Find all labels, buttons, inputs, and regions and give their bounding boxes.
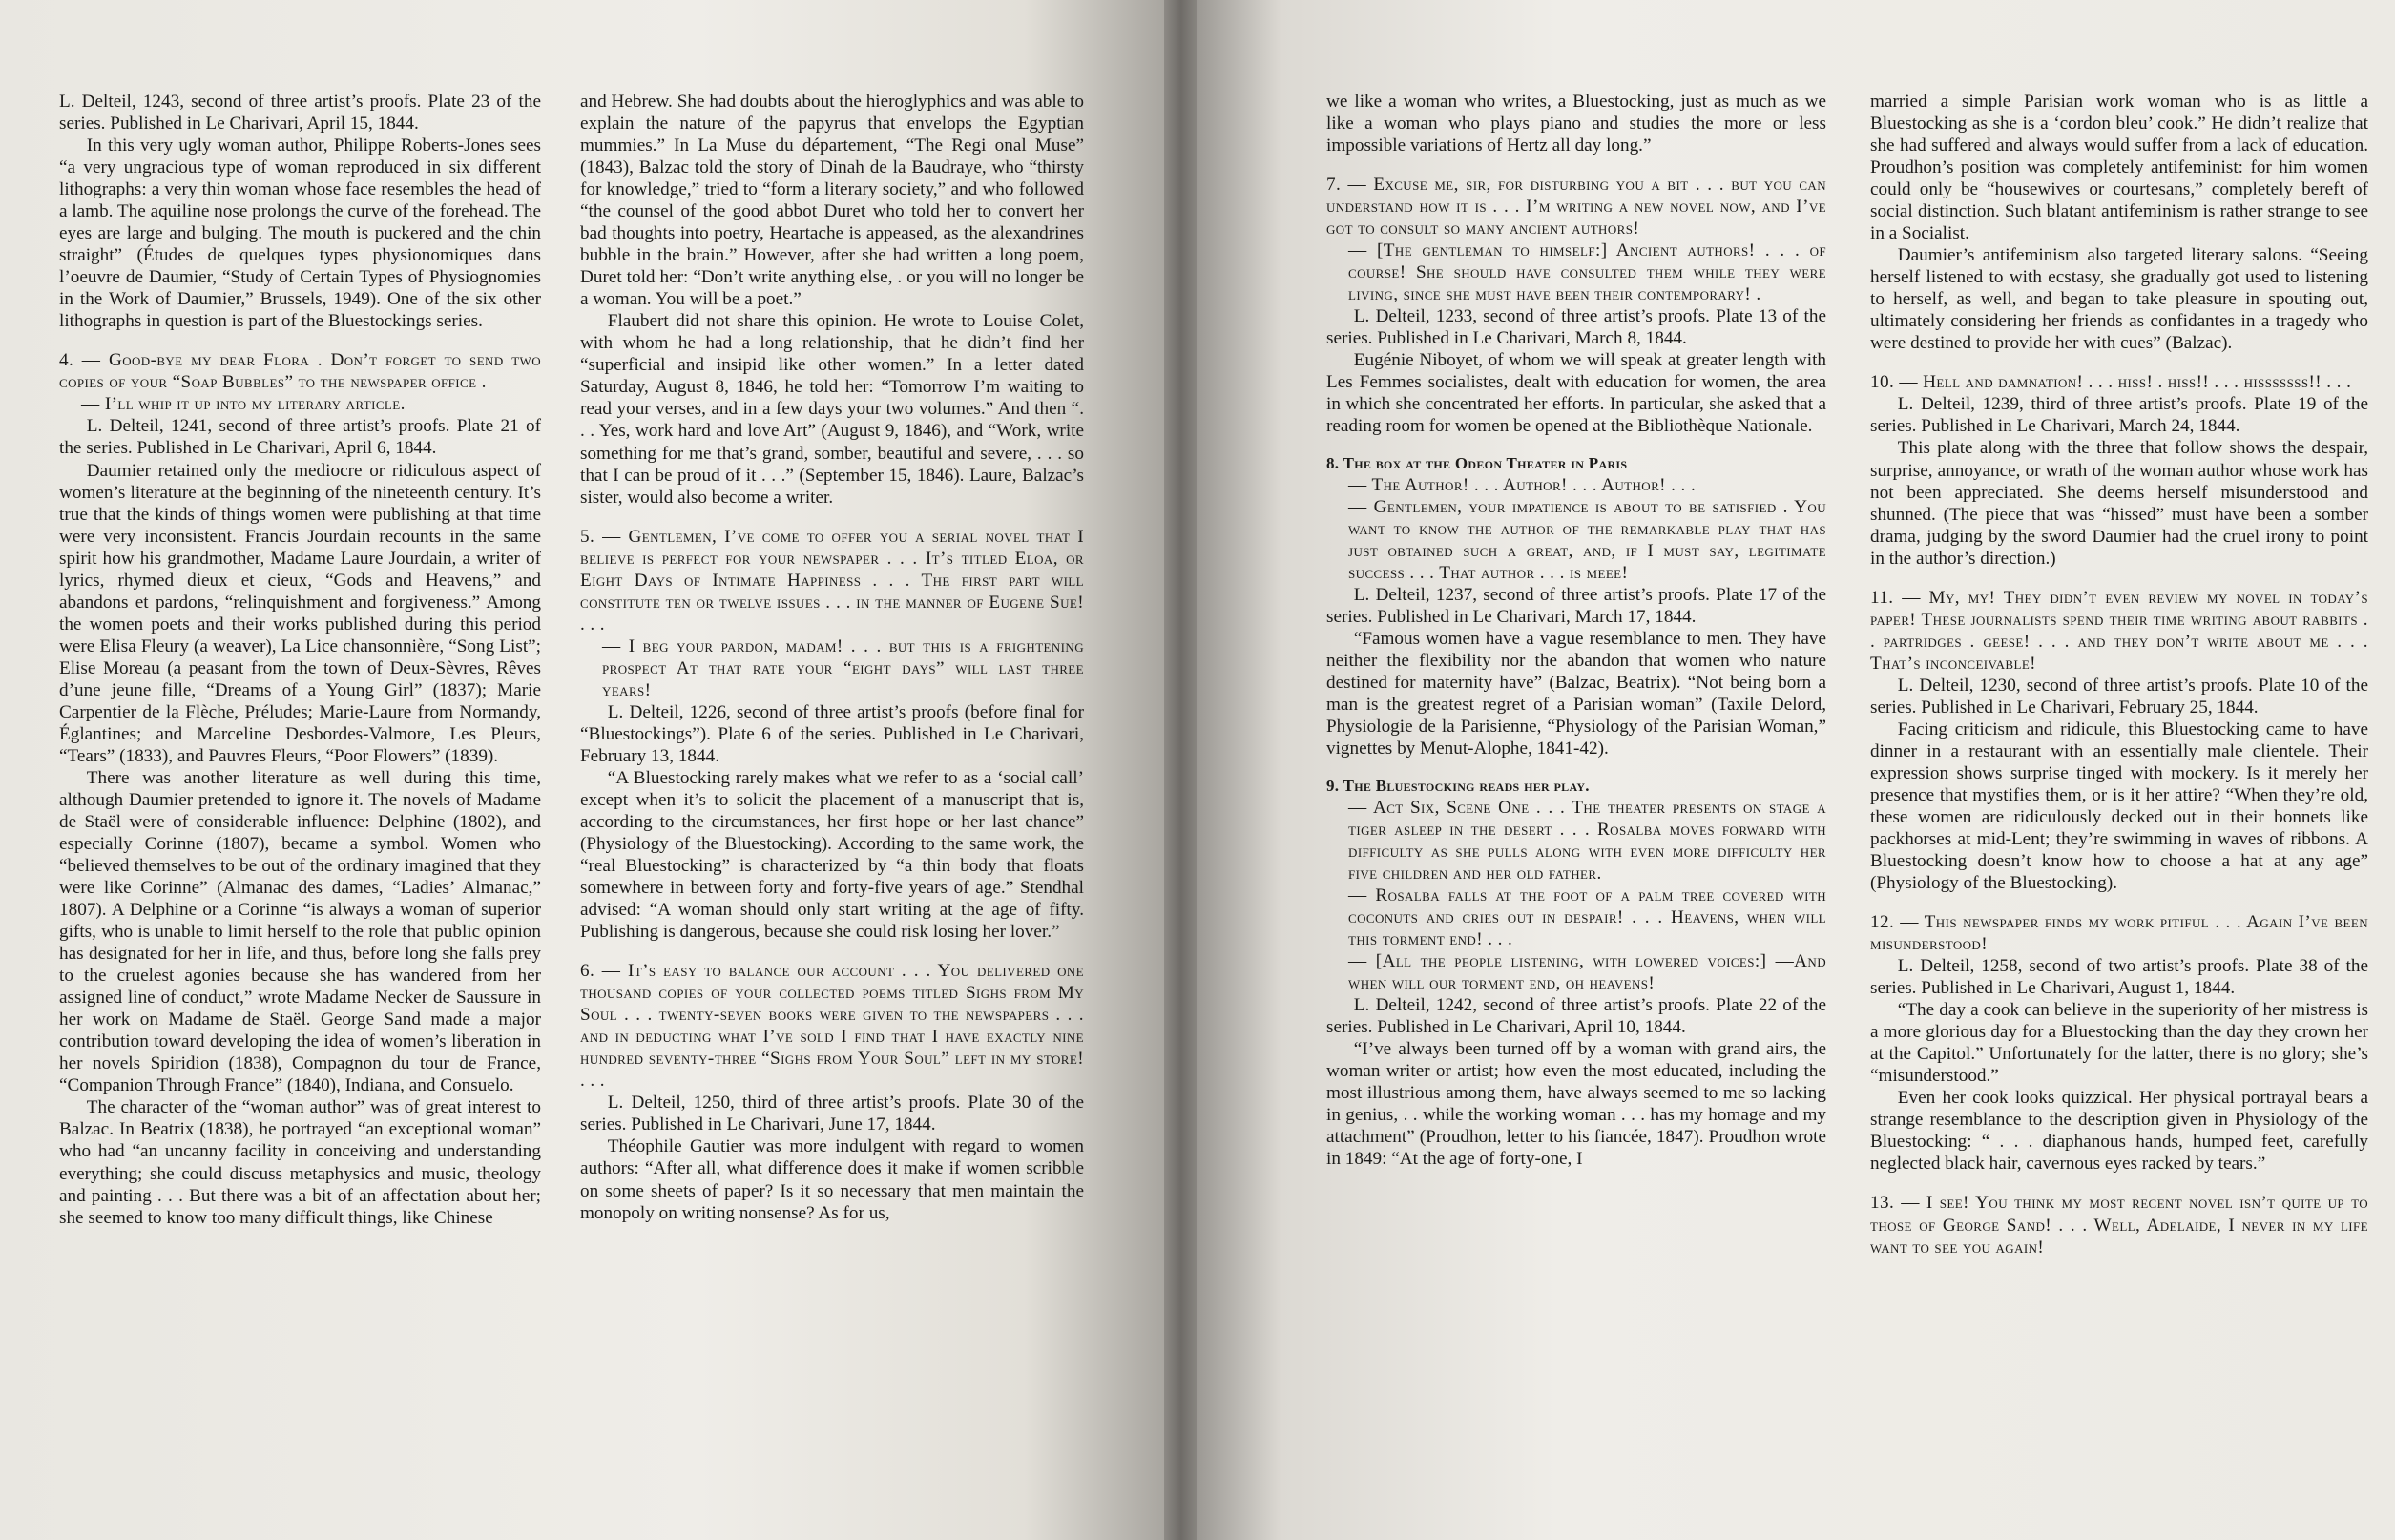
paragraph: 11. — My, my! They didn’t even review my novel in today’s paper! These journalists spend their time writing about rabbits . . partridges . geese! . . . and they don’t write about me . . . That’s inconceivable! xyxy=(1870,587,2368,674)
paragraph: Eugénie Niboyet, of whom we will speak at greater length with Les Femmes socialistes, dealt with education for women, the area in which she concentrated her efforts. In particular, she asked that a reading room for women be opened at the Bibliothèque Nationale. xyxy=(1326,350,1826,437)
paragraph: “The day a cook can believe in the superiority of her mistress is a more glorious day for a Bluestocking than the day they crown her at the Capitol.” Unfortunately for the latter, there is no glory; she’s “misunderstood.” xyxy=(1870,1000,2368,1087)
paragraph: L. Delteil, 1233, second of three artist’s proofs. Plate 13 of the series. Published in Le Charivari, March 8, 1844. xyxy=(1326,306,1826,349)
column-3 xyxy=(1326,91,1826,1170)
paragraph: — I’ll whip it up into my literary article. xyxy=(81,394,406,415)
column-1 xyxy=(59,91,541,1229)
paragraph: “A Bluestocking rarely makes what we refer to as a ‘social call’ except when it’s to solicit the placement of a manuscript that is, according to the circumstances, her first hope or her last chance” (Physiology of the Bluestocking). According to the same work, the “real Bluestocking” is characterized by “a thin body that floats somewhere in between forty and forty-five years of age.” Stendhal advised: “A woman should only start writing at the age of fifty. Publishing is dangerous, because she could risk losing her lover.” xyxy=(580,767,1084,943)
column-2 xyxy=(580,91,1084,1224)
book-gutter xyxy=(1164,0,1198,1540)
paragraph: — [The gentleman to himself:] Ancient authors! . . . of course! She should have consulted them while they were living, since she must have been their contemporary! . xyxy=(1348,240,1826,305)
paragraph: L. Delteil, 1250, third of three artist’s proofs. Plate 30 of the series. Published in Le Charivari, June 17, 1844. xyxy=(580,1093,1084,1135)
paragraph: Théophile Gautier was more indulgent with regard to women authors: “After all, what difference does it make if women scribble on some sheets of paper? Is it so necessary that men maintain the monopoly on writing nonsense? As for us, xyxy=(580,1136,1084,1223)
paragraph: 7. — Excuse me, sir, for disturbing you a bit . . . but you can understand how it is . . . I’m writing a new novel now, and I’ve got to consult so many ancient authors! xyxy=(1326,175,1826,239)
paragraph: There was another literature as well during this time, although Daumier pretended to ignore it. The novels of Madame de Staël were of considerable influence: Delphine (1802), and especially Corinne (1807), became a symbol. Women who “believed themselves to be out of the ordinary imagined that they were like Corinne” (Almanac des dames, “Ladies’ Almanac,” 1807). A Delphine or a Corinne “is always a woman of superior gifts, who is unable to limit herself to the role that public opinion has designated for her in life, and thus, before long she falls prey to the cruelest agonies because she has wandered from her assigned line of conduct,” wrote Madame Necker de Saussure in her work on Madame de Staël. George Sand made a major contribution toward developing the idea of women’s liberation in her novels Spiridion (1838), Compagnon du tour de France, “Companion Through France” (1840), Indiana, and Consuelo. xyxy=(59,767,541,1096)
paragraph: L. Delteil, 1241, second of three artist’s proofs. Plate 21 of the series. Published in Le Charivari, April 6, 1844. xyxy=(59,416,541,459)
left-page xyxy=(0,0,1164,1540)
paragraph: Daumier’s antifeminism also targeted literary salons. “Seeing herself listened to with ecstasy, she gradually got used to listening to herself, as well, and began to take pleasure in spouting out, ultimately considering her friends as confidantes in a tragedy who were destined to provide her with cues” (Balzac). xyxy=(1870,245,2368,354)
paragraph: The character of the “woman author” was of great interest to Balzac. In Beatrix (1838), he portrayed “an exceptional woman” who had “an uncanny facility in conceiving and understanding everything; she could discuss metaphysics and music, theology and painting . . . But there was a bit of an affectation about her; she seemed to know too many difficult things, like Chinese xyxy=(59,1097,541,1228)
paragraph: — Rosalba falls at the foot of a palm tree covered with coconuts and cries out in despair! . . . Heavens, when will this torment end! . . . xyxy=(1348,884,1826,949)
paragraph: “Famous women have a vague resemblance to men. They have neither the flexibility nor the abandon that women who nature destined for maternity have” (Balzac, Beatrix). “Not being born a man is the greatest regret of a Parisian woman” (Taxile Delord, Physiologie de la Parisienne, “Physiology of the Parisian Woman,” vignettes by Menut-Alophe, 1841-42). xyxy=(1326,629,1826,760)
paragraph: — I beg your pardon, madam! . . . but this is a frightening prospect At that rate your “eight days” will last three years! xyxy=(602,635,1084,700)
paragraph: 9. The Bluestocking reads her play. xyxy=(1326,777,1590,796)
paragraph: Facing criticism and ridicule, this Bluestocking came to have dinner in a restaurant with an essentially male clientele. Their expression shows surprise tinged with mockery. Is it merely her presence that mystifies them, or is it her attire? “When they’re old, these women are ridiculously decked out in their bonnets like packhorses at mid-Lent; they’re swimming in waves of ribbons. A Bluestocking doesn’t know how to choose a hat at any age” (Physiology of the Bluestocking). xyxy=(1870,718,2368,894)
paragraph: and Hebrew. She had doubts about the hieroglyphics and was able to explain the nature of the papyrus that envelops the Egyptian mummies.” In La Muse du département, “The Regi onal Muse” (1843), Balzac told the story of Dinah de la Baudraye, who “thirsty for knowledge,” tried to “form a literary society,” and who followed “the counsel of the good abbot Duret who told her to convert her bad thoughts into poetry, Heartache is appeased, as the alexandrines bubble in the brain.” However, after she had written a long poem, Duret told her: “Don’t write anything else, . or you will no longer be a woman. You will be a poet.” xyxy=(580,92,1084,310)
paragraph: L. Delteil, 1226, second of three artist’s proofs (before final for “Bluestockings”). Plate 6 of the series. Published in Le Charivari, February 13, 1844. xyxy=(580,701,1084,766)
paragraph: 8. The box at the Odeon Theater in Paris xyxy=(1326,454,1628,473)
paragraph: 6. — It’s easy to balance our account . . . You delivered one thousand copies of your collected poems titled Sighs from My Soul . . . twenty-seven books were given to the newspapers . . . and in deducting what I’ve sold I find that I have exactly nine hundred seventy-three “Sighs from Your Soul” left in my store! . . . xyxy=(580,961,1084,1092)
paragraph: 4. — Good-bye my dear Flora . Don’t forget to send two copies of your “Soap Bubbles” to the newspaper office . xyxy=(59,350,541,393)
paragraph: 12. — This newspaper finds my work pitiful . . . Again I’ve been misunderstood! xyxy=(1870,912,2368,955)
paragraph: Flaubert did not share this opinion. He wrote to Louise Colet, with whom he had a long relationship, that he didn’t find her “superficial and insipid like other women.” In a letter dated Saturday, August 8, 1846, he told her: “Tomorrow I’m waiting to read your verses, and in a few days your two volumes.” And then “. . . Yes, work hard and love Art” (August 9, 1846), and “Work, write something for me that’s grand, somber, beautiful and severe, . . . so that I can be proud of it . . .” (September 15, 1846). Laure, Balzac’s sister, would also become a writer. xyxy=(580,311,1084,508)
paragraph: — The Author! . . . Author! . . . Author! . . . xyxy=(1348,474,1697,495)
paragraph: This plate along with the three that follow shows the despair, surprise, annoyance, or wrath of the woman author whose work has not been appreciated. She deems herself misunderstood and shunned. (The piece that was “hissed” must have been a somber drama, judging by the sword Daumier had the cruel irony to point in the author’s direction.) xyxy=(1870,438,2368,569)
paragraph: — [All the people listening, with lowered voices:] —And when will our torment end, oh heavens! xyxy=(1348,950,1826,993)
paragraph: we like a woman who writes, a Bluestocking, just as much as we like a woman who plays piano and studies the more or less impossible variations of Hertz all day long.” xyxy=(1326,92,1826,156)
paragraph: In this very ugly woman author, Philippe Roberts-Jones sees “a very ungracious type of woman reproduced in six different lithographs: a very thin woman whose face resembles the head of a lamb. The aquiline nose prolongs the curve of the forehead. The eyes are large and bulging. The mouth is puckered and the chin straight” (Études de quelques types physionomiques dans l’oeuvre de Daumier, “Study of Certain Types of Physiognomies in the Work of Daumier,” Brussels, 1949). One of the six other lithographs in question is part of the Bluestockings series. xyxy=(59,135,541,332)
paragraph: L. Delteil, 1237, second of three artist’s proofs. Plate 17 of the series. Published in Le Charivari, March 17, 1844. xyxy=(1326,585,1826,628)
paragraph: L. Delteil, 1230, second of three artist’s proofs. Plate 10 of the series. Published in Le Charivari, February 25, 1844. xyxy=(1870,675,2368,718)
paragraph: “I’ve always been turned off by a woman with grand airs, the woman writer or artist; how even the most educated, including the most illustrious among them, have always seemed to me so lacking in genius, . . while the working woman . . . has my homage and my attachment” (Proudhon, letter to his fiancée, 1847). Proudhon wrote in 1849: “At the age of forty-one, I xyxy=(1326,1039,1826,1170)
paragraph: 10. — Hell and damnation! . . . hiss! . hiss!! . . . hisssssss!! . . . xyxy=(1870,372,2352,393)
paragraph: L. Delteil, 1239, third of three artist’s proofs. Plate 19 of the series. Published in Le Charivari, March 24, 1844. xyxy=(1870,394,2368,437)
paragraph: L. Delteil, 1243, second of three artist’s proofs. Plate 23 of the series. Published in Le Charivari, April 15, 1844. xyxy=(59,92,541,135)
paragraph: — Gentlemen, your impatience is about to be satisfied . You want to know the author of the remarkable play that has just obtained such a great, and, if I must say, legitimate success . . . That author . . . is meee! xyxy=(1348,496,1826,583)
paragraph: L. Delteil, 1242, second of three artist’s proofs. Plate 22 of the series. Published in Le Charivari, April 10, 1844. xyxy=(1326,994,1826,1037)
paragraph: married a simple Parisian work woman who is as little a Bluestocking as she is a ‘cordon bleu’ cook.” He didn’t realize that she had suffered and always would suffer from a lack of education. Proudhon’s position was completely antifeminist: for him women could only be “housewives or courtesans,” completely bereft of social distinction. Such blatant antifeminism is rather strange to see in a Socialist. xyxy=(1870,92,2368,244)
right-page xyxy=(1198,0,2395,1540)
paragraph: 13. — I see! You think my most recent novel isn’t quite up to those of George Sand! . . . Well, Adelaide, I never in my life want to see you again! xyxy=(1870,1193,2368,1258)
paragraph: Daumier retained only the mediocre or ridiculous aspect of women’s literature at the beginning of the nineteenth century. It’s true that the kinds of things women were publishing at that time were very inconsistent. Francis Jourdain recounts in the same spirit how his grandmother, Madame Laure Jourdain, a writer of lyrics, rhymed dieux et cieux, “Gods and Heavens,” and abandons et pardons, “relinquishment and forgiveness.” Among the women poets and their works published during this period were Elisa Fleury (a weaver), La Lice chansonnière, “Song List”; Elise Moreau (a peasant from the town of Deux-Sèvres, Rêves d’une jeune fille, “Dreams of a Young Girl” (1837); Marie Carpentier de la Flèche, Préludes; Marie-Laure from Normandy, Églantines; and Marceline Desbordes-Valmore, Les Pleurs, “Tears” (1833), and Pauvres Fleurs, “Poor Flowers” (1839). xyxy=(59,460,541,766)
paragraph: 5. — Gentlemen, I’ve come to offer you a serial novel that I believe is perfect for your newspaper . . . It’s titled Eloa, or Eight Days of Intimate Happiness . . . The first part will constitute ten or twelve issues . . . in the manner of Eugene Sue! . . . xyxy=(580,526,1084,635)
paragraph: Even her cook looks quizzical. Her physical portrayal bears a strange resemblance to the description given in Physiology of the Bluestocking: “ . . . diaphanous hands, humped feet, carefully neglected black hair, cavernous eyes racked by tears.” xyxy=(1870,1088,2368,1175)
column-4 xyxy=(1870,91,2368,1259)
paragraph: L. Delteil, 1258, second of two artist’s proofs. Plate 38 of the series. Published in Le Charivari, August 1, 1844. xyxy=(1870,956,2368,999)
paragraph: — Act Six, Scene One . . . The theater presents on stage a tiger asleep in the desert . . . Rosalba moves forward with difficulty as she pulls along with even more difficulty her five children and her old father. xyxy=(1348,797,1826,884)
